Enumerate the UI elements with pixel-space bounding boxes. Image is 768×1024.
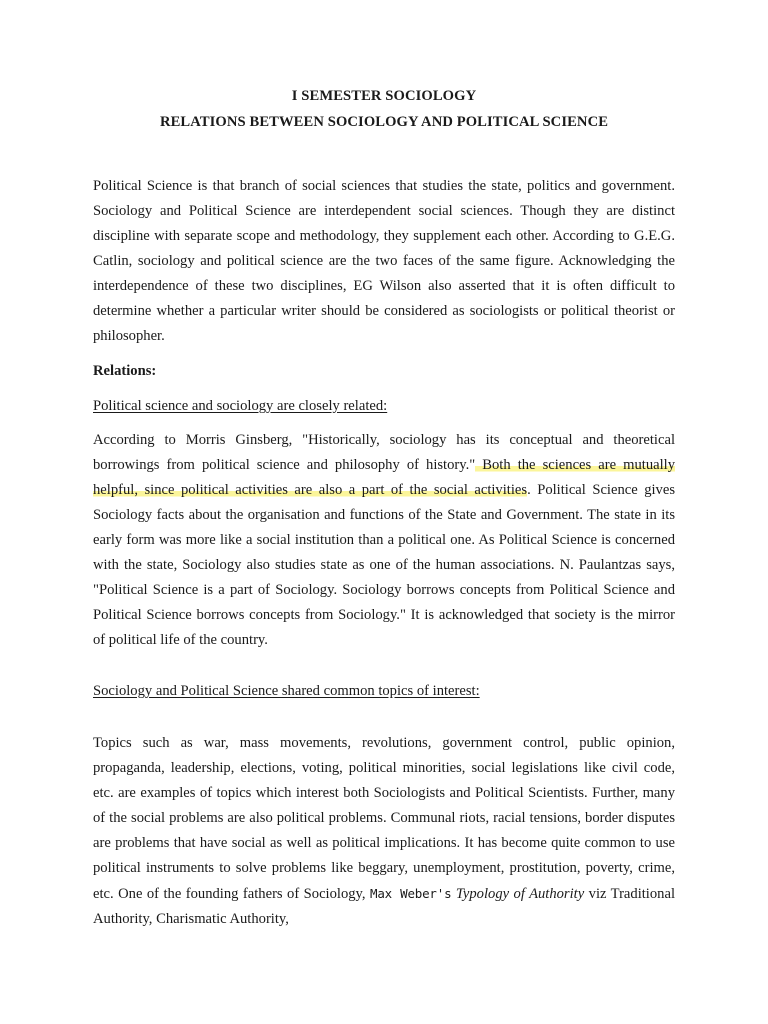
highlighted-text: Both the sciences are mutually helpful, since political activities are also a part of the social activities — [93, 457, 675, 498]
section2-text-main: Topics such as war, mass movements, revolutions, government control, public opinion, propaganda, leadership, elections, voting, political minorities, social legislations like civil code, etc. are examples of topics which interest both Sociologists and Political Scientists. Further, many of the social problems are also political problems. Communal riots, racial tensions, border disputes are problems that have social as well as political implications. It has become quite common to use political instruments to solve problems like beggary, unemployment, prostitution, poverty, crime, etc. One of the founding fathers of Sociology, — [93, 735, 675, 902]
section2-heading: Sociology and Political Science shared common topics of interest: — [93, 683, 480, 699]
intro-paragraph: Political Science is that branch of social sciences that studies the state, politics and government. Sociology and Political Science are interdependent social sciences. Though they are distinct discipline with separate scope and methodology, they supplement each other. According to G.E.G. Catlin, sociology and political science are the two faces of the same figure. Acknowledging the interdependence of these two disciplines, EG Wilson also asserted that it is often difficult to determine whether a particular writer should be considered as sociologists or political theorist or philosopher. — [93, 178, 675, 344]
typology-title: Typology of Authority — [455, 886, 585, 902]
weber-name: Max Weber's — [370, 886, 452, 901]
section1-text-before: According to Morris Ginsberg, "Historically, sociology has its conceptual and theoretical borrowings from political science and philosophy of history." — [93, 432, 675, 473]
document-title: RELATIONS BETWEEN SOCIOLOGY AND POLITICAL SCIENCE — [159, 114, 609, 130]
relations-heading: Relations: — [93, 363, 157, 379]
section2-paragraph — [93, 731, 675, 932]
section1-heading: Political science and sociology are closely related: — [93, 398, 388, 414]
section1-text-after: . Political Science gives Sociology facts about the organisation and functions of the State and Government. The state in its early form was more like a social institution than a political one. As Political Science is concerned with the state, Sociology also studies state as one of the human associations. N. Paulantzas says, "Political Science is a part of Sociology. Sociology borrows concepts from Political Science and Political Science borrows concepts from Sociology." It is acknowledged that society is the mirror of political life of the country. — [93, 482, 676, 648]
semester-title: I SEMESTER SOCIOLOGY — [291, 88, 477, 104]
section2-text-end: viz Traditional Authority, Charismatic Authority, — [93, 886, 675, 927]
section1-paragraph — [93, 428, 675, 653]
